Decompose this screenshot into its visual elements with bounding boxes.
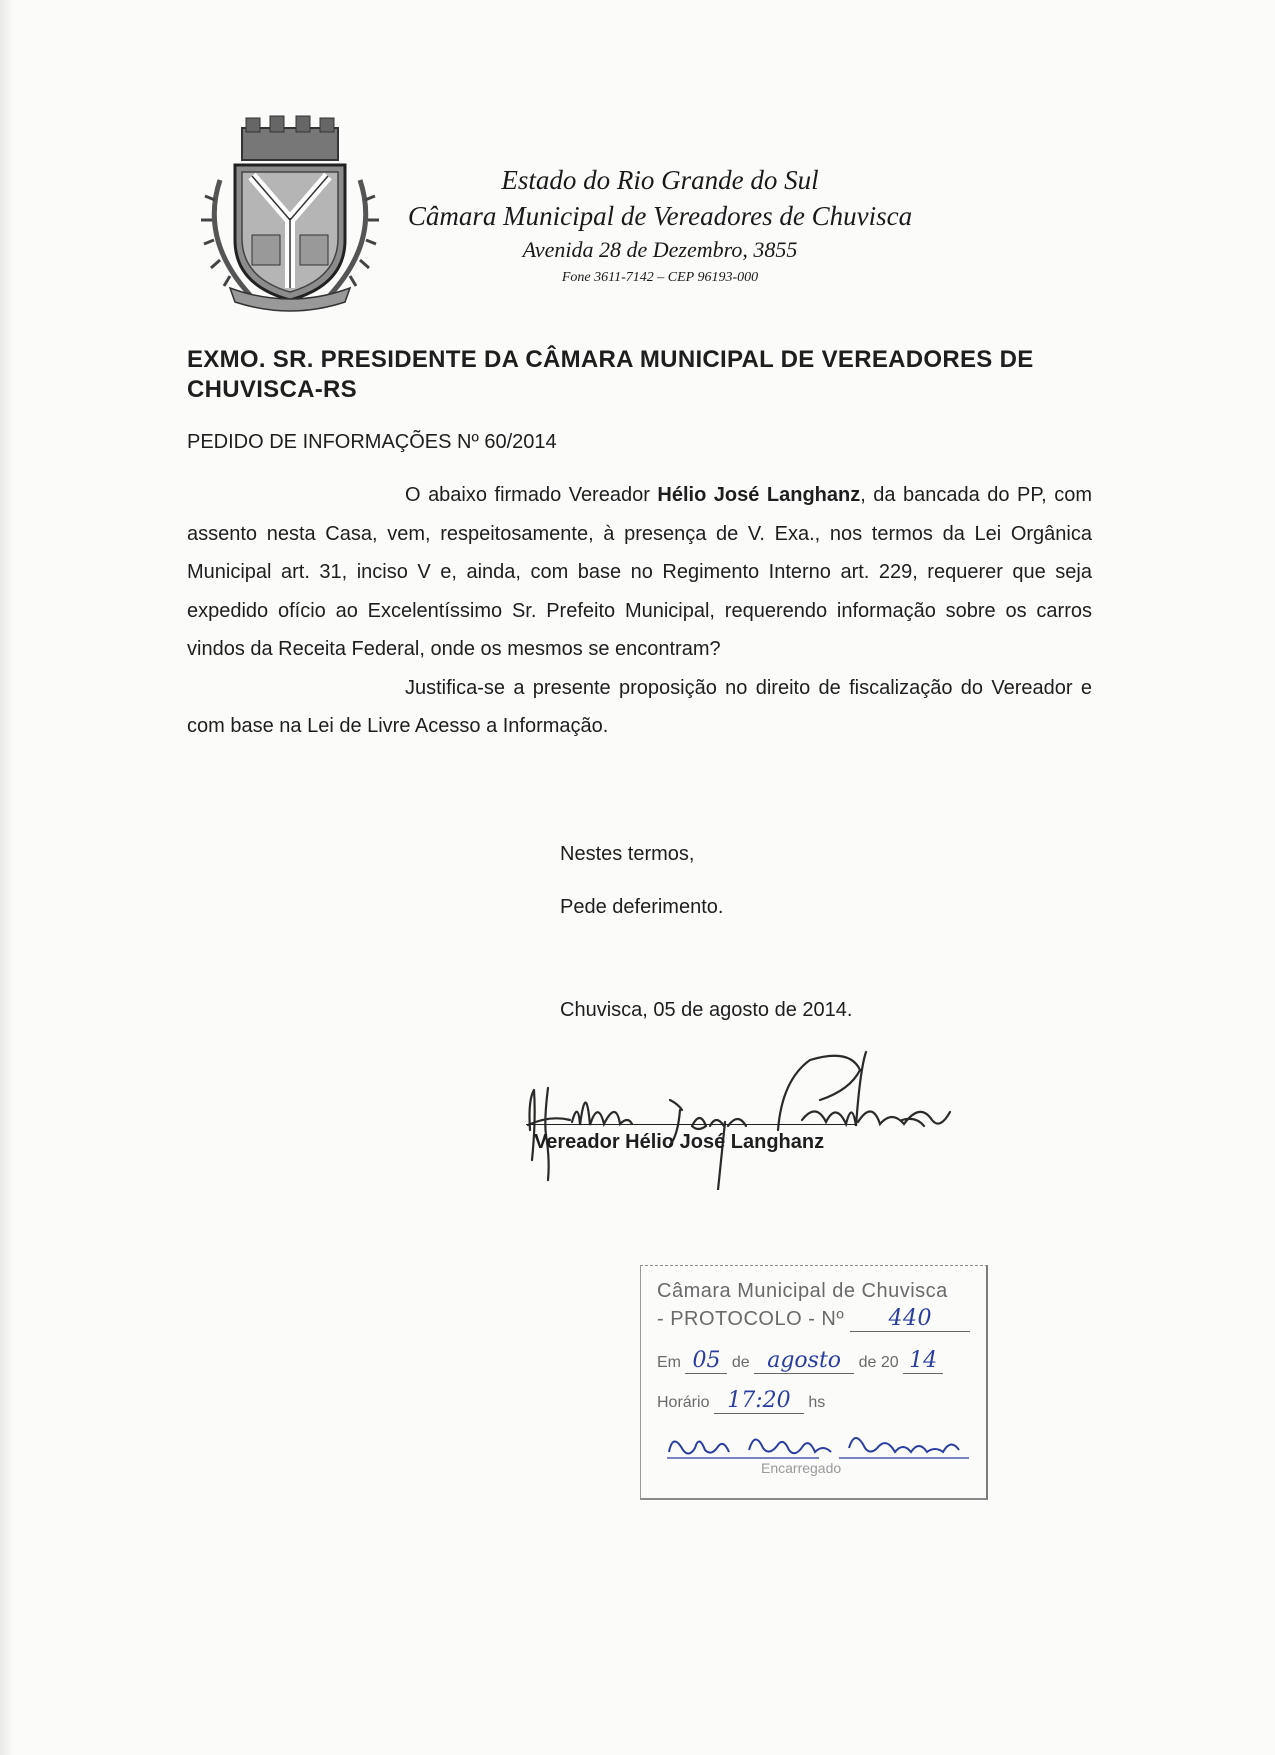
signature-line bbox=[526, 1124, 856, 1125]
letterhead-phone: Fone 3611-7142 – CEP 96193-000 bbox=[561, 270, 759, 285]
stamp-time: 17:20 bbox=[714, 1388, 804, 1414]
stamp-date-row bbox=[657, 1348, 943, 1374]
stamp-protocol-number: 440 bbox=[850, 1306, 970, 1332]
letterhead-chamber: Câmara Municipal de Vereadores de Chuvisca bbox=[407, 201, 913, 231]
closing-line-1: Nestes termos, bbox=[560, 843, 695, 865]
stamp-day: 05 bbox=[685, 1348, 727, 1374]
stamp-title: Câmara Municipal de Chuvisca bbox=[657, 1280, 948, 1302]
stamp-time-suffix: hs bbox=[808, 1394, 826, 1411]
protocol-stamp bbox=[640, 1265, 988, 1500]
request-title: PEDIDO DE INFORMAÇÕES Nº 60/2014 bbox=[187, 431, 557, 453]
stamp-signer-role: Encarregado bbox=[761, 1460, 842, 1476]
signatory-name: Vereador Hélio José Langhanz bbox=[534, 1131, 825, 1153]
addressee: EXMO. SR. PRESIDENTE DA CÂMARA MUNICIPAL DE VEREADORES DE CHUVISCA-RS bbox=[187, 346, 1034, 403]
closing-date: Chuvisca, 05 de agosto de 2014. bbox=[560, 999, 853, 1021]
stamp-protocol-label: - PROTOCOLO - Nº bbox=[657, 1308, 845, 1330]
letterhead-state: Estado do Rio Grande do Sul bbox=[501, 165, 819, 195]
body-paragraph-1 bbox=[187, 476, 1092, 669]
stamp-date-prefix: Em bbox=[657, 1354, 681, 1371]
stamp-de-1: de bbox=[731, 1354, 750, 1371]
stamp-time-row bbox=[657, 1388, 825, 1414]
body-paragraph-2: Justifica-se a presente proposição no direito de fiscalização do Vereador e com base na Lei de Livre Acesso a Informação. bbox=[187, 676, 1092, 737]
stamp-year: 14 bbox=[903, 1348, 943, 1374]
document-body bbox=[187, 476, 1092, 746]
letterhead-address: Avenida 28 de Dezembro, 3855 bbox=[522, 237, 798, 262]
stamp-signer-signature bbox=[659, 1424, 979, 1464]
letterhead bbox=[360, 162, 960, 290]
stamp-month: agosto bbox=[754, 1348, 854, 1374]
scan-edge bbox=[0, 0, 14, 1755]
p1-rest: , da bancada do PP, com assento nesta Casa, vem, respeitosamente, à presença de V. Exa., nos termos da Lei Orgânica Municipal art. 31, inciso V e, ainda, com base no Regimento Interno art. 229, requerer que seja expedido ofício ao Excelentíssimo Sr. Prefeito Municipal, requerendo informação sobre os carros vindos da Receita Federal, onde os mesmos se encontram? bbox=[187, 484, 1092, 660]
closing-line-2: Pede deferimento. bbox=[560, 896, 724, 918]
p1-intro: O abaixo firmado Vereador bbox=[405, 484, 658, 506]
handwritten-signature bbox=[520, 1040, 960, 1190]
p1-councilman-name: Hélio José Langhanz bbox=[657, 484, 861, 506]
stamp-time-label: Horário bbox=[657, 1394, 710, 1411]
stamp-protocol-row bbox=[657, 1306, 970, 1332]
stamp-de-2: de 20 bbox=[858, 1354, 899, 1371]
